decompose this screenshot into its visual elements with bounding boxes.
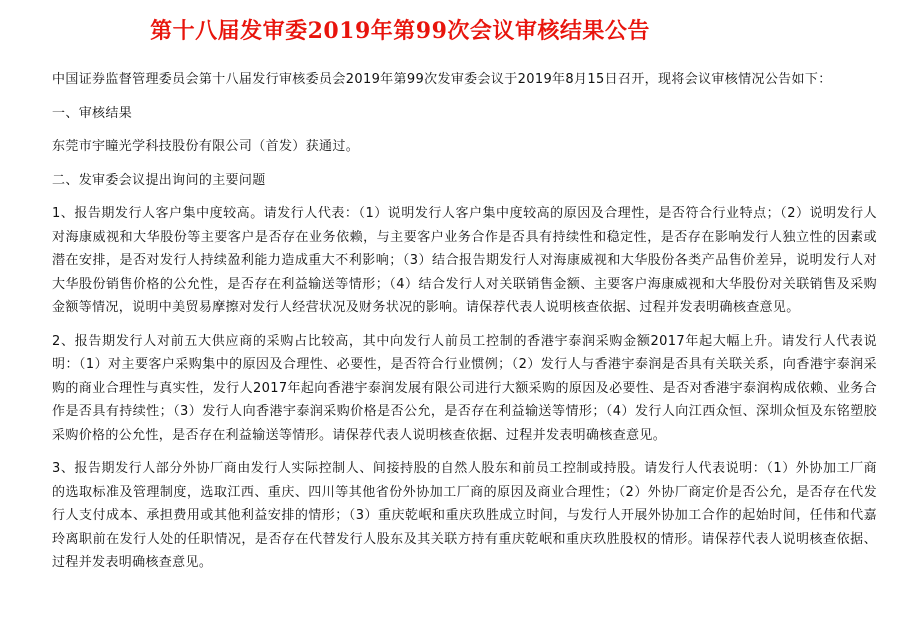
question-paragraph-1: 1、报告期发行人客户集中度较高。请发行人代表：（1）说明发行人客户集中度较高的原因及合理性，是否符合行业特点；（2）说明发行人对海康威视和大华股份等主要客户是否存在业务依赖，与主要客户业务合作是否具有持续性和稳定性，是否存在影响发行人独立性的因素或潜在安排，是否对发行人持续盈利能力造成重大不利影响；（3）结合报告期发行人对海康威视和大华股份各类产品售价差异，说明发行人对大华股份销售价格的公允性，是否存在利益输送等情形；（4）结合发行人对关联销售金额、主要客户海康威视和大华股份对关联销售及采购金额等情况，说明中美贸易摩擦对发行人经营状况及财务状况的影响。请保荐代表人说明核查依据、过程并发表明确核查意见。: [52, 206, 877, 315]
question-paragraph-2: 2、报告期发行人对前五大供应商的采购占比较高，其中向发行人前员工控制的香港宇泰润采购金额2017年起大幅上升。请发行人代表说明：（1）对主要客户采购集中的原因及合理性、必要性，是否符合行业惯例；（2）发行人与香港宇泰润是否具有关联关系，向香港宇泰润采购的商业合理性与真实性，发行人2017年起向香港宇泰润发展有限公司进行大额采购的原因及必要性、是否对香港宇泰润构成依赖、业务合作是否具有持续性；（3）发行人向香港宇泰润采购价格是否公允，是否存在利益输送等情形；（4）发行人向江西众恒、深圳众恒及东铭塑胶采购价格的公允性，是否存在利益输送等情形。请保荐代表人说明核查依据、过程并发表明确核查意见。: [52, 333, 877, 443]
review-result-text: 东莞市宇瞳光学科技股份有限公司（首发）获通过。: [52, 139, 360, 154]
section-heading-review-result: 一、审核结果: [52, 105, 133, 121]
section-heading-questions: 二、发审委会议提出询问的主要问题: [52, 172, 266, 188]
announcement-body: [52, 68, 877, 575]
announcement-title: 第十八届发审委2019年第99次会议审核结果公告: [150, 18, 650, 44]
intro-paragraph: 中国证券监督管理委员会第十八届发行审核委员会2019年第99次发审委会议于2019年8月15日召开，现将会议审核情况公告如下：: [52, 72, 832, 87]
question-paragraph-3: 3、报告期发行人部分外协厂商由发行人实际控制人、间接持股的自然人股东和前员工控制或持股。请发行人代表说明：（1）外协加工厂商的选取标准及管理制度，选取江西、重庆、四川等其他省份外协加工厂商的原因及商业合理性；（2）外协厂商定价是否公允，是否存在代发行人支付成本、承担费用或其他利益安排的情形；（3）重庆乾岷和重庆玖胜成立时间，与发行人开展外协加工合作的起始时间，任伟和代嘉玲离职前在发行人处的任职情况，是否存在代替发行人股东及其关联方持有重庆乾岷和重庆玖胜股权的情形。请保荐代表人说明核查依据、过程并发表明确核查意见。: [52, 461, 877, 570]
